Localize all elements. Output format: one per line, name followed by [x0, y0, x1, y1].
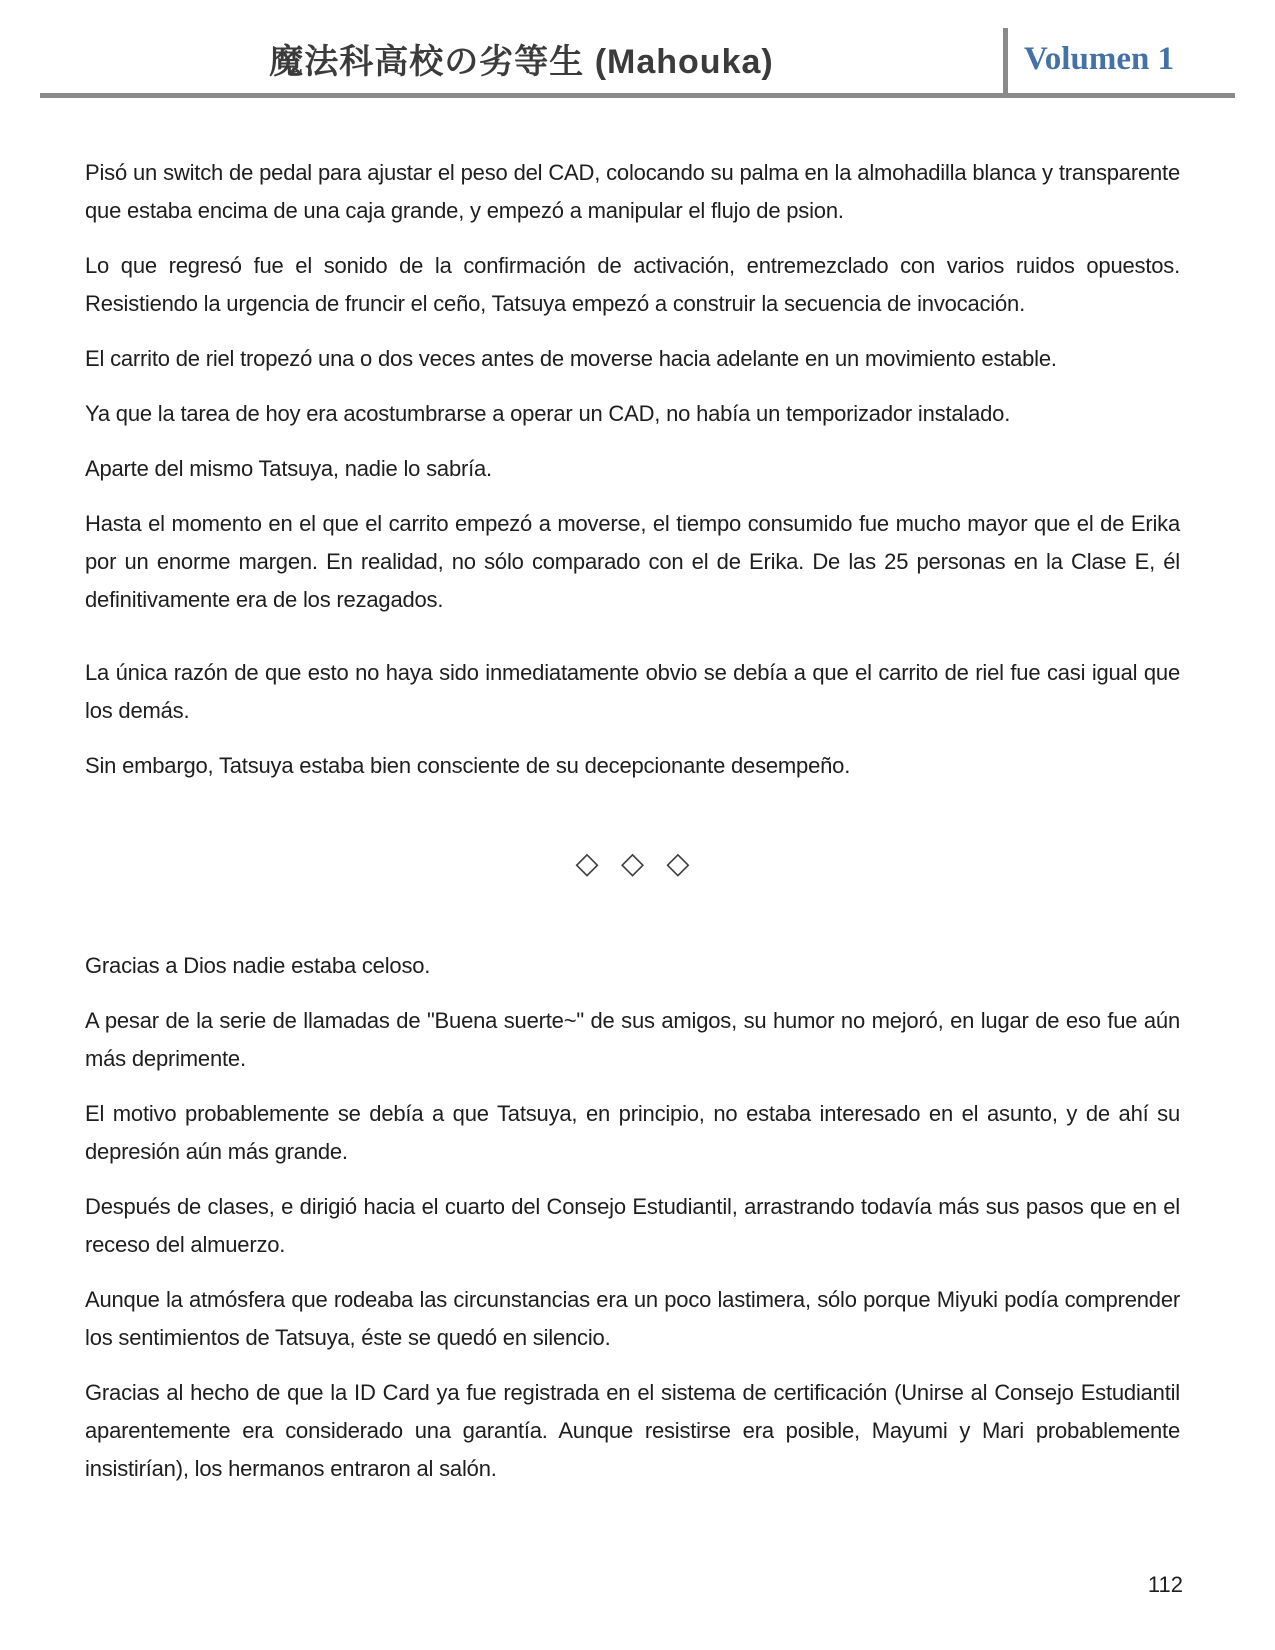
page-body [0, 98, 1275, 1488]
paragraph: Lo que regresó fue el sonido de la confirmación de activación, entremezclado con varios ruidos opuestos. Resistiendo la urgencia de fruncir el ceño, Tatsuya empezó a construir la secuencia de invocación. [85, 253, 1180, 316]
paragraph: La única razón de que esto no haya sido inmediatamente obvio se debía a que el carrito de riel fue casi igual que los demás. [85, 660, 1180, 723]
paragraph: Pisó un switch de pedal para ajustar el peso del CAD, colocando su palma en la almohadilla blanca y transparente que estaba encima de una caja grande, y empezó a manipular el flujo de psion. [85, 160, 1180, 223]
book-title: 魔法科高校の劣等生 (Mahouka) [269, 43, 774, 81]
paragraph: El carrito de riel tropezó una o dos veces antes de moverse hacia adelante en un movimiento estable. [85, 346, 1057, 371]
paragraph: Sin embargo, Tatsuya estaba bien consciente de su decepcionante desempeño. [85, 753, 851, 778]
paragraph: Después de clases, e dirigió hacia el cuarto del Consejo Estudiantil, arrastrando todavía más sus pasos que en el receso del almuerzo. [85, 1194, 1180, 1257]
header-title-area [40, 28, 1003, 93]
scene-divider-diamonds-icon: ◇ ◇ ◇ [575, 847, 690, 880]
volume-label: Volumen 1 [1024, 41, 1175, 77]
paragraph: Gracias al hecho de que la ID Card ya fue registrada en el sistema de certificación (Unirse al Consejo Estudiantil aparentemente era considerado una garantía. Aunque resistirse era posible, Mayumi y Mari probablemente insistirían), los hermanos entraron al salón. [85, 1380, 1180, 1481]
paragraph: Aparte del mismo Tatsuya, nadie lo sabría. [85, 456, 492, 481]
page-header [40, 28, 1235, 98]
paragraph: A pesar de la serie de llamadas de "Buena suerte~" de sus amigos, su humor no mejoró, en lugar de eso fue aún más deprimente. [85, 1008, 1180, 1071]
page-footer [1148, 1572, 1183, 1598]
page-number: 112 [1147, 1572, 1183, 1597]
paragraph: Gracias a Dios nadie estaba celoso. [85, 953, 431, 978]
paragraph: Hasta el momento en el que el carrito empezó a moverse, el tiempo consumido fue mucho mayor que el de Erika por un enorme margen. En realidad, no sólo comparado con el de Erika. De las 25 personas en la Clase E, él definitivamente era de los rezagados. [85, 511, 1180, 612]
paragraph: El motivo probablemente se debía a que Tatsuya, en principio, no estaba interesado en el asunto, y de ahí su depresión aún más grande. [85, 1101, 1180, 1164]
paragraph: Aunque la atmósfera que rodeaba las circunstancias era un poco lastimera, sólo porque Miyuki podía comprender los sentimientos de Tatsuya, éste se quedó en silencio. [85, 1287, 1180, 1350]
header-volume-area [1003, 28, 1235, 93]
paragraph: Ya que la tarea de hoy era acostumbrarse a operar un CAD, no había un temporizador instalado. [85, 401, 1011, 426]
